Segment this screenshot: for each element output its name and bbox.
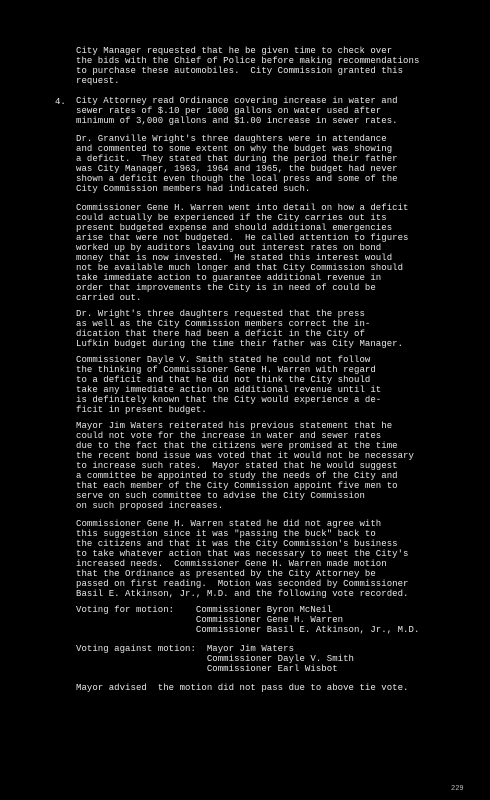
text-line: minimum of 3,000 gallons and $1.00 increase in sewer rates.	[76, 116, 398, 126]
text-line: serve on such committee to advise the City Commission	[76, 491, 365, 501]
text-line: on such proposed increases.	[76, 501, 224, 511]
text-line: dication that there had been a deficit in the City of	[76, 329, 365, 339]
text-line: not be available much longer and that City Commission should	[76, 263, 404, 273]
text-line: Commissioner Dayle V. Smith	[76, 654, 354, 664]
text-line: that the Ordinance as presented by the City Attorney be	[76, 569, 376, 579]
text-line: order that improvements the City is in need of could be	[76, 283, 376, 293]
text-line: could not vote for the increase in water and sewer rates	[76, 431, 382, 441]
text-line: to increase such rates. Mayor stated that he would suggest	[76, 461, 398, 471]
text-line: Mayor Jim Waters reiterated his previous statement that he	[76, 421, 393, 431]
text-line: City Manager requested that he be given time to check over	[76, 46, 393, 56]
text-line: money that is now invested. He stated this interest would	[76, 253, 393, 263]
text-line: Commissioner Earl Wisbot	[76, 664, 338, 674]
text-line: Dr. Wright's three daughters requested that the press	[76, 309, 365, 319]
text-line: Basil E. Atkinson, Jr., M.D. and the following vote recorded.	[76, 589, 409, 599]
text-line: to take whatever action that was necessary to meet the City's	[76, 549, 409, 559]
text-line: and commented to some extent on why the budget was showing	[76, 144, 393, 154]
text-line: the bids with the Chief of Police before making recommendations	[76, 56, 420, 66]
text-line: Voting for motion: Commissioner Byron McNeil	[76, 605, 333, 615]
text-line: ficit in present budget.	[76, 405, 207, 415]
text-line: Commissioner Gene H. Warren stated he did not agree with	[76, 519, 382, 529]
text-line: take immediate action to guarantee additional revenue in	[76, 273, 382, 283]
text-line: City Attorney read Ordinance covering increase in water and	[76, 96, 398, 106]
text-line: shown a deficit even though the local press and some of the	[76, 174, 398, 184]
text-line: Commissioner Dayle V. Smith stated he could not follow	[76, 355, 371, 365]
text-line: to purchase these automobiles. City Commission granted this	[76, 66, 404, 76]
text-line: passed on first reading. Motion was seconded by Commissioner	[76, 579, 409, 589]
text-line: this suggestion since it was "passing the buck" back to	[76, 529, 376, 539]
text-line: Commissioner Gene H. Warren	[76, 615, 344, 625]
text-line: could actually be experienced if the City carries out its	[76, 213, 387, 223]
page-number: 229	[451, 785, 464, 793]
text-line: the citizens and that it was the City Commission's business	[76, 539, 398, 549]
text-line: request.	[76, 76, 120, 86]
text-line: is definitely known that the City would experience a de-	[76, 395, 382, 405]
text-line: a deficit. They stated that during the period their father	[76, 154, 398, 164]
text-line: City Commission members had indicated such.	[76, 184, 311, 194]
text-line: take any immediate action on additional revenue until it	[76, 385, 382, 395]
text-line: a committee be appointed to study the needs of the City and	[76, 471, 398, 481]
text-line: Dr. Granville Wright's three daughters were in attendance	[76, 134, 387, 144]
text-line: to a deficit and that he did not think the City should	[76, 375, 371, 385]
text-line: due to the fact that the citizens were promised at the time	[76, 441, 398, 451]
text-line: increased needs. Commissioner Gene H. Warren made motion	[76, 559, 387, 569]
text-line: present budgeted expense and should additional emergencies	[76, 223, 393, 233]
text-line: the recent bond issue was voted that it would not be necessary	[76, 451, 414, 461]
text-line: Mayor advised the motion did not pass due to above tie vote.	[76, 683, 409, 693]
text-line: Commissioner Gene H. Warren went into detail on how a deficit	[76, 203, 409, 213]
text-line: Commissioner Basil E. Atkinson, Jr., M.D.	[76, 625, 420, 635]
text-line: Lufkin budget during the time their father was City Manager.	[76, 339, 404, 349]
text-line: sewer rates of $.10 per 1000 gallons on water used after	[76, 106, 382, 116]
text-line: was City Manager, 1963, 1964 and 1965, the budget had never	[76, 164, 398, 174]
text-line: arise that were not budgeted. He called attention to figures	[76, 233, 409, 243]
text-line: that each member of the City Commission appoint five men to	[76, 481, 398, 491]
text-line: worked up by auditors leaving out interest rates on bond	[76, 243, 382, 253]
text-line: the thinking of Commissioner Gene H. Warren with regard	[76, 365, 376, 375]
text-line: carried out.	[76, 293, 142, 303]
text-line: Voting against motion: Mayor Jim Waters	[76, 644, 295, 654]
text-line: as well as the City Commission members correct the in-	[76, 319, 371, 329]
item-number: 4.	[55, 97, 66, 107]
